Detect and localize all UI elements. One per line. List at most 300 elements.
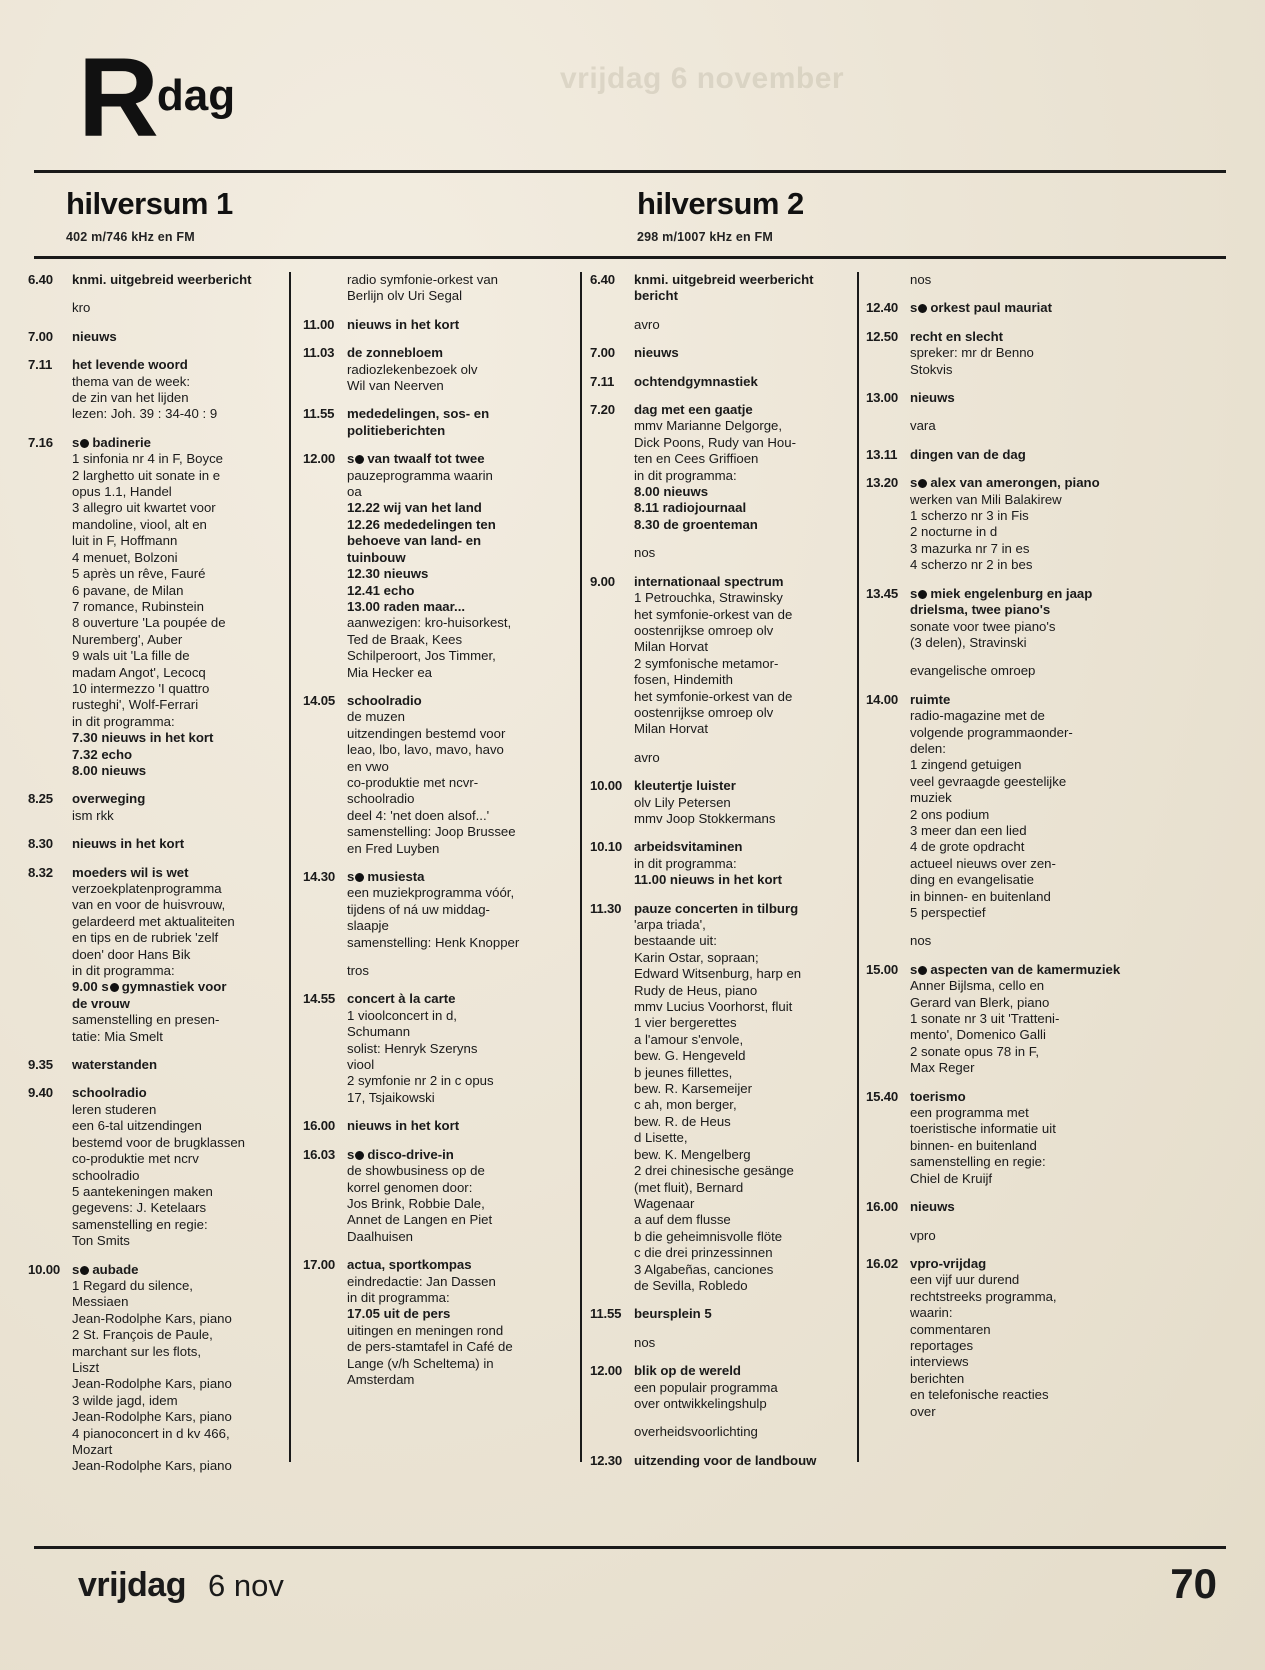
entry-detail-line: een muziekprogramma vóór, xyxy=(347,885,515,901)
entry-body xyxy=(347,693,571,857)
entry-detail-line: Mia Hecker ea xyxy=(347,664,433,680)
masthead-initial: R xyxy=(78,35,155,160)
schedule-entry xyxy=(866,933,1134,949)
entry-detail-line: radio-magazine met de xyxy=(910,708,1045,724)
broadcaster-label: nos xyxy=(910,272,932,287)
entry-detail-line: muziek xyxy=(910,790,952,806)
entry-detail-line: Ton Smits xyxy=(72,1233,130,1249)
entry-time: 13.45 xyxy=(866,585,899,601)
entry-detail-line: (3 delen), Stravinski xyxy=(910,634,1027,650)
schedule-entry xyxy=(866,418,1134,434)
schedule-entry xyxy=(866,329,1134,378)
entry-detail-line: mmv Marianne Delgorge, xyxy=(634,418,783,434)
entry-title: recht en slecht xyxy=(910,328,1004,344)
station-frequency: 298 m/1007 kHz en FM xyxy=(637,230,774,244)
entry-detail-line: gegevens: J. Ketelaars xyxy=(72,1200,207,1216)
entry-detail-line: radiozlekenbezoek olv xyxy=(347,361,478,377)
broadcaster-label: vara xyxy=(910,418,936,434)
entry-body xyxy=(910,390,1134,406)
entry-title: overweging xyxy=(72,791,146,807)
entry-time xyxy=(303,272,347,305)
schedule-entry xyxy=(303,1118,571,1134)
entry-detail-line: aanwezigen: kro-huisorkest, xyxy=(347,615,512,631)
entry-detail-line: binnen- en buitenland xyxy=(910,1137,1037,1153)
schedule-entry xyxy=(866,1256,1134,1420)
entry-body xyxy=(347,272,571,305)
entry-detail-line: 5 aantekeningen maken xyxy=(72,1183,213,1199)
entry-time: 7.11 xyxy=(28,357,53,373)
station-name: hilversum 2 xyxy=(637,186,804,221)
entry-detail-line: 2 symfonische metamor- xyxy=(634,655,779,671)
entry-subprogram-line: 11.00 nieuws in het kort xyxy=(634,872,783,888)
entry-detail-line: 8 ouverture 'La poupée de xyxy=(72,615,226,631)
schedule-entry xyxy=(28,1085,296,1249)
entry-detail-line: Chiel de Kruijf xyxy=(910,1170,993,1186)
entry-detail-line: oostenrijkse omroep olv xyxy=(634,704,774,720)
schedule-entry xyxy=(590,1363,858,1412)
entry-body xyxy=(72,865,296,1045)
entry-body xyxy=(634,901,858,1295)
schedule-entry xyxy=(303,1257,571,1388)
entry-detail-line: eindredactie: Jan Dassen xyxy=(347,1273,496,1289)
schedule-entry xyxy=(303,317,571,333)
entry-subprogram-line: 8.00 nieuws xyxy=(634,484,709,500)
entry-detail-line: volgende programmaonder- xyxy=(910,724,1073,740)
schedule-entry xyxy=(303,991,571,1106)
entry-body xyxy=(634,1453,858,1469)
entry-title: arbeidsvitaminen xyxy=(634,839,743,855)
entry-detail-line: 1 scherzo nr 3 in Fis xyxy=(910,508,1029,524)
entry-title: waterstanden xyxy=(72,1057,158,1073)
entry-detail-line: Rudy de Heus, piano xyxy=(634,982,758,998)
entry-title: s alex van amerongen, piano xyxy=(910,475,1100,491)
entry-detail-line: 2 drei chinesische gesänge xyxy=(634,1163,794,1179)
entry-time: 6.40 xyxy=(590,272,615,287)
entry-detail-line: Dick Poons, Rudy van Hou- xyxy=(634,434,796,450)
entry-body xyxy=(634,839,858,888)
entry-detail-line: b die geheimnisvolle flöte xyxy=(634,1228,783,1244)
entry-title: nieuws xyxy=(910,390,955,406)
entry-body xyxy=(72,357,296,423)
entry-detail-line: 7 romance, Rubinstein xyxy=(72,598,204,614)
entry-title: ruimte xyxy=(910,691,951,707)
entry-title: s orkest paul mauriat xyxy=(910,300,1052,316)
entry-title: s aspecten van de kamermuziek xyxy=(910,961,1121,977)
entry-detail-line: d Lisette, xyxy=(634,1130,688,1146)
entry-time: 17.00 xyxy=(303,1257,336,1273)
footer-day: vrijdag xyxy=(78,1566,186,1604)
entry-detail-line: Milan Horvat xyxy=(634,721,709,737)
entry-time: 13.00 xyxy=(866,390,899,406)
schedule-entry xyxy=(28,272,296,288)
entry-detail-line: c ah, mon berger, xyxy=(634,1097,737,1113)
schedule-entry xyxy=(303,451,571,681)
entry-detail-line: veel gevraagde geestelijke xyxy=(910,773,1067,789)
entry-detail-line: en tips en de rubriek 'zelf xyxy=(72,930,219,946)
entry-detail-line: delen: xyxy=(910,740,946,756)
entry-time: 12.00 xyxy=(590,1363,623,1379)
entry-body xyxy=(72,1057,296,1073)
entry-detail-line: gelardeerd met aktualiteiten xyxy=(72,913,235,929)
entry-title: s miek engelenburg en jaap drielsma, twee piano's xyxy=(910,585,1093,618)
entry-detail-line: de muzen xyxy=(347,709,405,725)
entry-detail-line: samenstelling en regie: xyxy=(72,1216,208,1232)
entry-time: 12.30 xyxy=(590,1452,623,1468)
entry-time: 12.50 xyxy=(866,328,899,344)
broadcaster-label: avro xyxy=(634,749,660,765)
entry-body xyxy=(634,272,858,305)
schedule-entry xyxy=(590,1453,858,1469)
entry-title: s badinerie xyxy=(72,434,151,450)
schedule-entry xyxy=(28,1057,296,1073)
entry-title: nieuws in het kort xyxy=(347,1118,460,1134)
entry-time: 8.25 xyxy=(28,791,53,807)
entry-detail-line: bestaande uit: xyxy=(634,933,717,949)
entry-detail-line: 3 wilde jagd, idem xyxy=(72,1392,178,1408)
entry-detail-line: tatie: Mia Smelt xyxy=(72,1028,163,1044)
entry-detail-line: co-produktie met ncrv xyxy=(72,1151,199,1167)
entry-title: nieuws in het kort xyxy=(347,316,460,332)
entry-title: blik op de wereld xyxy=(634,1363,741,1379)
entry-detail-line: bew. R. de Heus xyxy=(634,1113,731,1129)
entry-detail-line: de pers-stamtafel in Café de xyxy=(347,1339,513,1355)
schedule-entry xyxy=(866,663,1134,679)
schedule-entry xyxy=(28,836,296,852)
schedule-entry xyxy=(590,374,858,390)
masthead xyxy=(78,35,236,160)
entry-time: 9.35 xyxy=(28,1057,53,1073)
entry-detail-line: Jos Brink, Robbie Dale, xyxy=(347,1195,485,1211)
entry-body xyxy=(910,329,1134,378)
entry-body xyxy=(347,1147,571,1245)
broadcaster-label: nos xyxy=(910,933,932,949)
entry-detail-line: bestemd voor de brugklassen xyxy=(72,1134,246,1150)
entry-time: 15.40 xyxy=(866,1088,899,1104)
entry-detail-line: verzoekplatenprogramma xyxy=(72,881,222,896)
entry-detail-line: 3 allegro uit kwartet voor xyxy=(72,500,216,516)
schedule-entry xyxy=(590,1424,858,1440)
entry-detail-line: 3 Algabeñas, canciones xyxy=(634,1261,774,1277)
schedule-entry xyxy=(590,345,858,361)
entry-detail-line: samenstelling en regie: xyxy=(910,1154,1046,1170)
entry-detail-line: 4 menuet, Bolzoni xyxy=(72,549,178,565)
entry-title: schoolradio xyxy=(72,1085,147,1101)
schedule-column-4 xyxy=(866,272,1134,1432)
entry-title: dag met een gaatje xyxy=(634,402,753,418)
entry-detail-line: 1 zingend getuigen xyxy=(910,757,1022,773)
stereo-dot xyxy=(110,983,119,992)
entry-detail-line: de Sevilla, Robledo xyxy=(634,1277,748,1293)
entry-body xyxy=(347,451,571,681)
entry-detail-line: Nuremberg', Auber xyxy=(72,631,183,647)
entry-detail-line: Ted de Braak, Kees xyxy=(347,631,463,647)
schedule-entry xyxy=(28,300,296,316)
entry-detail-line: 2 larghetto uit sonate in e xyxy=(72,467,221,483)
entry-body xyxy=(72,1085,296,1249)
divider-under-stations xyxy=(34,256,1226,259)
entry-time: 9.40 xyxy=(28,1085,53,1101)
entry-title: nieuws xyxy=(910,1199,955,1215)
entry-time: 7.20 xyxy=(590,402,615,418)
entry-body xyxy=(72,435,296,780)
entry-detail-line: leao, lbo, lavo, mavo, havo xyxy=(347,742,504,758)
schedule-column-1 xyxy=(28,272,296,1487)
entry-time: 7.00 xyxy=(28,328,53,344)
entry-subprogram-line: 12.22 wij van het land xyxy=(347,500,482,516)
stereo-dot xyxy=(918,966,927,975)
entry-body xyxy=(634,402,858,533)
entry-detail-line: Jean-Rodolphe Kars, piano xyxy=(72,1409,232,1425)
entry-body xyxy=(634,1306,858,1322)
entry-title: pauze concerten in tilburg xyxy=(634,900,799,916)
entry-body xyxy=(347,1118,571,1134)
stereo-dot xyxy=(355,455,364,464)
entry-detail-line: c die drei prinzessinnen xyxy=(634,1245,773,1261)
schedule-entry xyxy=(303,869,571,951)
schedule-column-3 xyxy=(590,272,858,1481)
entry-title: nieuws xyxy=(634,345,679,361)
entry-title: nieuws xyxy=(72,328,117,344)
schedule-entry xyxy=(590,901,858,1295)
entry-subprogram-line: 17.05 uit de pers xyxy=(347,1306,451,1322)
entry-detail-line: mento', Domenico Galli xyxy=(910,1027,1046,1043)
schedule-entry xyxy=(590,272,858,305)
entry-detail-line: het symfonie-orkest van de xyxy=(634,606,793,622)
entry-title: uitzending voor de landbouw xyxy=(634,1452,817,1468)
entry-detail-line: schoolradio xyxy=(72,1167,140,1183)
entry-title: vpro-vrijdag xyxy=(910,1255,987,1271)
schedule-entry xyxy=(28,435,296,780)
entry-title: beursplein 5 xyxy=(634,1306,712,1322)
entry-time: 7.16 xyxy=(28,434,53,450)
entry-detail-line: 5 perspectief xyxy=(910,905,986,920)
entry-detail-line: Berlijn olv Uri Segal xyxy=(347,288,463,304)
entry-detail-line: opus 1.1, Handel xyxy=(72,484,172,500)
entry-subprogram-line: 7.32 echo xyxy=(72,746,133,762)
entry-detail-line: solist: Henryk Szeryns xyxy=(347,1040,478,1056)
stereo-dot xyxy=(355,873,364,882)
entry-detail-line: 2 St. François de Paule, xyxy=(72,1327,213,1343)
entry-detail-line: Wil van Neerven xyxy=(347,378,444,394)
entry-detail-line: fosen, Hindemith xyxy=(634,672,733,688)
entry-body xyxy=(910,1256,1134,1420)
stereo-dot xyxy=(80,439,89,448)
broadcaster-label: overheidsvoorlichting xyxy=(634,1424,758,1440)
entry-detail-line: over xyxy=(910,1403,936,1419)
entry-time: 11.55 xyxy=(303,406,335,422)
entry-detail-line: in binnen- en buitenland xyxy=(910,888,1051,904)
entry-body xyxy=(72,1262,296,1475)
entry-time: 11.55 xyxy=(590,1306,622,1322)
entry-detail-line: mmv Joop Stokkermans xyxy=(634,810,776,826)
entry-detail-line: ism rkk xyxy=(72,807,114,823)
entry-body xyxy=(634,374,858,390)
entry-detail-line: leren studeren xyxy=(72,1101,157,1117)
entry-detail-line: 1 vier bergerettes xyxy=(634,1015,737,1031)
entry-detail-line: Milan Horvat xyxy=(634,639,709,655)
entry-detail-line: een 6-tal uitzendingen xyxy=(72,1118,202,1134)
entry-detail-line: een populair programma xyxy=(634,1379,778,1395)
schedule-entry xyxy=(866,1228,1134,1244)
entry-body xyxy=(347,1257,571,1388)
entry-body xyxy=(910,1089,1134,1187)
entry-detail-line: tijdens of ná uw middag- xyxy=(347,901,490,917)
entry-detail-line: Schilperoort, Jos Timmer, xyxy=(347,648,496,664)
entry-detail-line: korrel genomen door: xyxy=(347,1179,473,1195)
station-header-hilversum-2 xyxy=(637,186,804,244)
entry-detail-line: in dit programma: xyxy=(72,713,175,729)
entry-detail-line: een programma met xyxy=(910,1105,1029,1121)
entry-detail-line: Anner Bijlsma, cello en xyxy=(910,978,1045,994)
entry-time: 6.40 xyxy=(28,272,53,287)
entry-subprogram-line: 13.00 raden maar... xyxy=(347,598,466,614)
station-header-hilversum-1 xyxy=(66,186,233,244)
entry-detail-line: ten en Cees Griffioen xyxy=(634,451,759,467)
entry-detail-line: commentaren xyxy=(910,1321,991,1337)
entry-subprogram-line: 12.41 echo xyxy=(347,582,415,598)
entry-title: knmi. uitgebreid weerbericht bericht xyxy=(634,272,814,304)
entry-detail-line: ding en evangelisatie xyxy=(910,872,1034,888)
entry-detail-line: 1 sonate nr 3 uit 'Tratteni- xyxy=(910,1011,1060,1027)
divider-top xyxy=(34,170,1226,173)
entry-detail-line: sonate voor twee piano's xyxy=(910,618,1056,634)
schedule-entry xyxy=(303,693,571,857)
entry-detail-line: 2 ons podium xyxy=(910,806,990,822)
entry-detail-line: lezen: Joh. 39 : 34-40 : 9 xyxy=(72,406,218,422)
entry-detail-line: Jean-Rodolphe Kars, piano xyxy=(72,1458,232,1474)
schedule-entry xyxy=(590,839,858,888)
schedule-entry xyxy=(866,447,1134,463)
entry-title: nieuws in het kort xyxy=(72,836,185,852)
entry-detail-line: Schumann xyxy=(347,1024,411,1040)
entry-title: kleutertje luister xyxy=(634,778,736,794)
entry-detail-line: thema van de week: xyxy=(72,373,191,389)
column-divider-2 xyxy=(580,272,582,1462)
entry-time: 8.30 xyxy=(28,836,53,852)
entry-detail-line: Wagenaar xyxy=(634,1195,695,1211)
entry-detail-line: toeristische informatie uit xyxy=(910,1121,1056,1137)
entry-time: 16.00 xyxy=(303,1118,336,1134)
entry-detail-line: bew. K. Mengelberg xyxy=(634,1146,751,1162)
entry-time: 8.32 xyxy=(28,864,53,880)
entry-detail-line: de zin van het lijden xyxy=(72,390,189,406)
entry-body xyxy=(72,791,296,824)
entry-detail-line: 4 scherzo nr 2 in bes xyxy=(910,557,1033,573)
entry-detail-line: olv Lily Petersen xyxy=(634,794,731,810)
schedule-entry xyxy=(590,574,858,738)
entry-detail-line: Edward Witsenburg, harp en xyxy=(634,966,802,982)
entry-detail-line: van en voor de huisvrouw, xyxy=(72,897,226,913)
entry-body xyxy=(910,1199,1134,1215)
entry-detail-line: Lange (v/h Scheltema) in xyxy=(347,1355,494,1371)
schedule-entry xyxy=(28,865,296,1045)
entry-body xyxy=(634,778,858,827)
schedule-entry xyxy=(303,963,571,979)
entry-detail-line: 10 intermezzo 'I quattro xyxy=(72,680,210,696)
entry-body xyxy=(910,962,1134,1077)
entry-detail-line: een vijf uur durend xyxy=(910,1272,1020,1288)
entry-detail-line: spreker: mr dr Benno xyxy=(910,345,1034,361)
entry-title: concert à la carte xyxy=(347,991,456,1007)
broadcaster-label: nos xyxy=(634,545,656,561)
entry-time: 16.03 xyxy=(303,1146,336,1162)
entry-detail-line: 'arpa triada', xyxy=(634,917,706,932)
entry-subprogram-line: 9.00 s gymnastiek voor xyxy=(72,979,227,995)
entry-detail-line: waarin: xyxy=(910,1305,953,1321)
entry-detail-line: Daalhuisen xyxy=(347,1228,413,1244)
entry-body xyxy=(72,836,296,852)
schedule-column-2 xyxy=(303,272,571,1400)
entry-detail-line: 3 mazurka nr 7 in es xyxy=(910,540,1030,556)
schedule-entry xyxy=(590,317,858,333)
entry-title: s musiesta xyxy=(347,869,425,884)
entry-title: moeders wil is wet xyxy=(72,864,189,880)
entry-subprogram-line: 7.30 nieuws in het kort xyxy=(72,730,214,746)
entry-time: 11.00 xyxy=(303,316,335,332)
entry-detail-line: deel 4: 'net doen alsof...' xyxy=(347,807,490,823)
entry-detail-line: Mozart xyxy=(72,1442,113,1457)
page-number: 70 xyxy=(1170,1560,1217,1607)
entry-detail-line: rusteghi', Wolf-Ferrari xyxy=(72,697,199,713)
schedule-entry xyxy=(866,1089,1134,1187)
entry-detail-line: bew. G. Hengeveld xyxy=(634,1048,746,1064)
schedule-entry xyxy=(303,345,571,394)
entry-subprogram-line: 12.30 nieuws xyxy=(347,566,429,582)
entry-detail-line: 4 de grote opdracht xyxy=(910,839,1025,855)
entry-detail-line: Jean-Rodolphe Kars, piano xyxy=(72,1376,232,1392)
entry-time: 14.00 xyxy=(866,691,899,707)
schedule-entry xyxy=(590,545,858,561)
entry-title: toerismo xyxy=(910,1088,966,1104)
station-frequency: 402 m/746 kHz en FM xyxy=(66,230,195,244)
broadcaster-label: evangelische omroep xyxy=(910,663,1036,679)
entry-body xyxy=(910,447,1134,463)
entry-detail-line: 5 après un rêve, Fauré xyxy=(72,566,206,582)
entry-time: 11.30 xyxy=(590,900,622,916)
entry-detail-line: oa xyxy=(347,484,362,500)
entry-time: 10.00 xyxy=(590,778,623,794)
entry-subprogram-line: de vrouw xyxy=(72,995,130,1011)
schedule-entry xyxy=(28,357,296,423)
entry-time: 16.00 xyxy=(866,1199,899,1215)
schedule-entry xyxy=(303,272,571,305)
entry-body xyxy=(347,406,571,439)
schedule-entry xyxy=(303,1147,571,1245)
entry-detail-line: in dit programma: xyxy=(634,855,737,871)
entry-detail-line: co-produktie met ncvr- xyxy=(347,774,479,790)
entry-body xyxy=(634,1363,858,1412)
entry-detail-line: Stokvis xyxy=(910,361,953,377)
entry-detail-line: 1 sinfonia nr 4 in F, Boyce xyxy=(72,451,224,467)
entry-subprogram-line: 8.11 radiojournaal xyxy=(634,500,747,516)
entry-detail-line: samenstelling: Henk Knopper xyxy=(347,934,520,950)
entry-time: 13.11 xyxy=(866,446,898,462)
entry-body xyxy=(72,329,296,345)
entry-detail-line: over ontwikkelingshulp xyxy=(634,1395,767,1411)
entry-detail-line: 9 wals uit 'La fille de xyxy=(72,648,190,664)
entry-subprogram-line: 8.30 de groenteman xyxy=(634,516,758,532)
entry-detail-line: 2 symfonie nr 2 in c opus xyxy=(347,1073,494,1089)
entry-time: 16.02 xyxy=(866,1255,899,1271)
entry-time: 13.20 xyxy=(866,475,899,491)
entry-detail-line: Gerard van Blerk, piano xyxy=(910,994,1050,1010)
entry-detail-line: viool xyxy=(347,1057,375,1073)
entry-detail-line: 2 sonate opus 78 in F, xyxy=(910,1043,1040,1059)
entry-time: 14.55 xyxy=(303,991,336,1007)
entry-title: ochtendgymnastiek xyxy=(634,373,758,389)
entry-title: de zonnebloem xyxy=(347,345,443,361)
broadcaster-label: vpro xyxy=(910,1227,936,1243)
